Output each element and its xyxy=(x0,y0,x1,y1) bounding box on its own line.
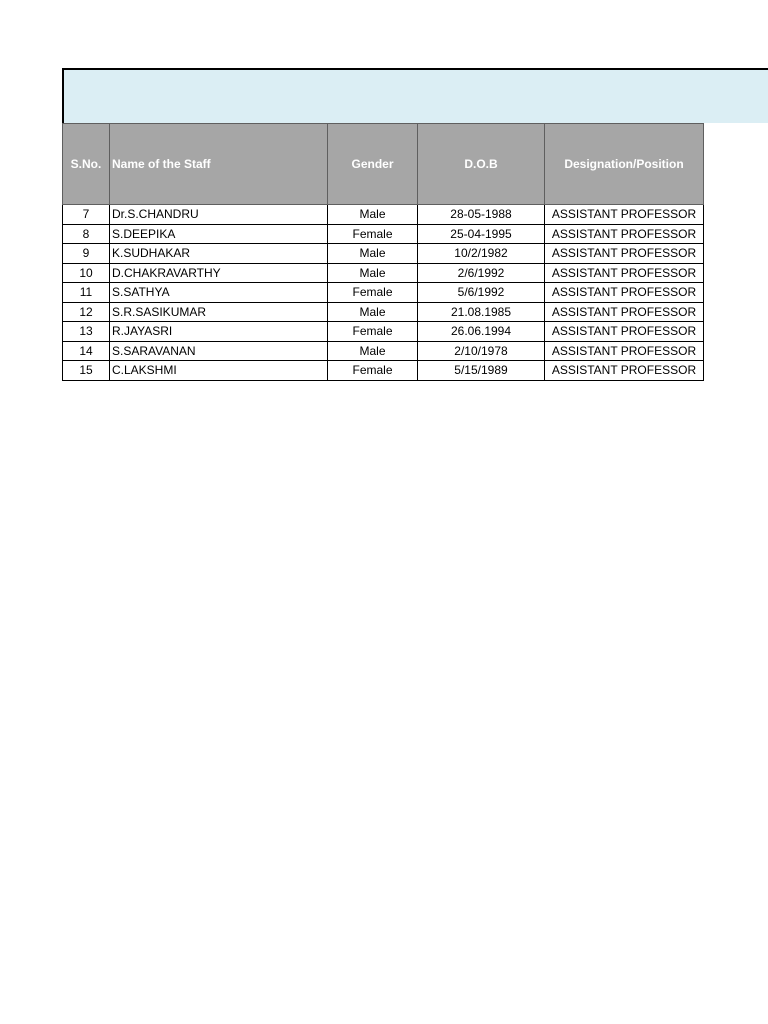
cell-gender: Male xyxy=(328,263,418,283)
cell-designation: ASSISTANT PROFESSOR xyxy=(545,322,704,342)
cell-name: Dr.S.CHANDRU xyxy=(110,205,328,225)
cell-sno: 12 xyxy=(63,302,110,322)
table-row xyxy=(63,341,704,361)
table-row xyxy=(63,322,704,342)
cell-gender: Male xyxy=(328,302,418,322)
cell-gender: Male xyxy=(328,244,418,264)
table-row xyxy=(63,244,704,264)
header-designation: Designation/Position xyxy=(545,124,704,205)
cell-gender: Female xyxy=(328,361,418,381)
staff-table xyxy=(62,123,704,381)
cell-sno: 7 xyxy=(63,205,110,225)
cell-sno: 9 xyxy=(63,244,110,264)
header-row xyxy=(63,124,704,205)
cell-name: K.SUDHAKAR xyxy=(110,244,328,264)
cell-designation: ASSISTANT PROFESSOR xyxy=(545,361,704,381)
cell-designation: ASSISTANT PROFESSOR xyxy=(545,224,704,244)
cell-sno: 15 xyxy=(63,361,110,381)
cell-dob: 2/10/1978 xyxy=(418,341,545,361)
cell-gender: Female xyxy=(328,224,418,244)
title-band xyxy=(62,68,768,123)
cell-sno: 10 xyxy=(63,263,110,283)
cell-gender: Female xyxy=(328,283,418,303)
table-row xyxy=(63,302,704,322)
cell-name: S.SATHYA xyxy=(110,283,328,303)
header-name: Name of the Staff xyxy=(110,124,328,205)
cell-designation: ASSISTANT PROFESSOR xyxy=(545,205,704,225)
cell-dob: 28-05-1988 xyxy=(418,205,545,225)
cell-gender: Male xyxy=(328,341,418,361)
cell-dob: 25-04-1995 xyxy=(418,224,545,244)
cell-sno: 11 xyxy=(63,283,110,303)
cell-sno: 13 xyxy=(63,322,110,342)
cell-designation: ASSISTANT PROFESSOR xyxy=(545,263,704,283)
cell-sno: 14 xyxy=(63,341,110,361)
cell-dob: 5/6/1992 xyxy=(418,283,545,303)
cell-name: S.SARAVANAN xyxy=(110,341,328,361)
cell-designation: ASSISTANT PROFESSOR xyxy=(545,302,704,322)
table-row xyxy=(63,205,704,225)
cell-designation: ASSISTANT PROFESSOR xyxy=(545,283,704,303)
cell-dob: 21.08.1985 xyxy=(418,302,545,322)
cell-name: S.DEEPIKA xyxy=(110,224,328,244)
cell-dob: 26.06.1994 xyxy=(418,322,545,342)
cell-designation: ASSISTANT PROFESSOR xyxy=(545,341,704,361)
cell-name: S.R.SASIKUMAR xyxy=(110,302,328,322)
cell-gender: Male xyxy=(328,205,418,225)
cell-sno: 8 xyxy=(63,224,110,244)
cell-name: D.CHAKRAVARTHY xyxy=(110,263,328,283)
cell-designation: ASSISTANT PROFESSOR xyxy=(545,244,704,264)
cell-dob: 5/15/1989 xyxy=(418,361,545,381)
header-sno: S.No. xyxy=(63,124,110,205)
cell-name: C.LAKSHMI xyxy=(110,361,328,381)
cell-dob: 10/2/1982 xyxy=(418,244,545,264)
header-gender: Gender xyxy=(328,124,418,205)
cell-name: R.JAYASRI xyxy=(110,322,328,342)
table-row xyxy=(63,283,704,303)
table-row xyxy=(63,224,704,244)
header-dob: D.O.B xyxy=(418,124,545,205)
cell-gender: Female xyxy=(328,322,418,342)
cell-dob: 2/6/1992 xyxy=(418,263,545,283)
table-row xyxy=(63,361,704,381)
table-row xyxy=(63,263,704,283)
